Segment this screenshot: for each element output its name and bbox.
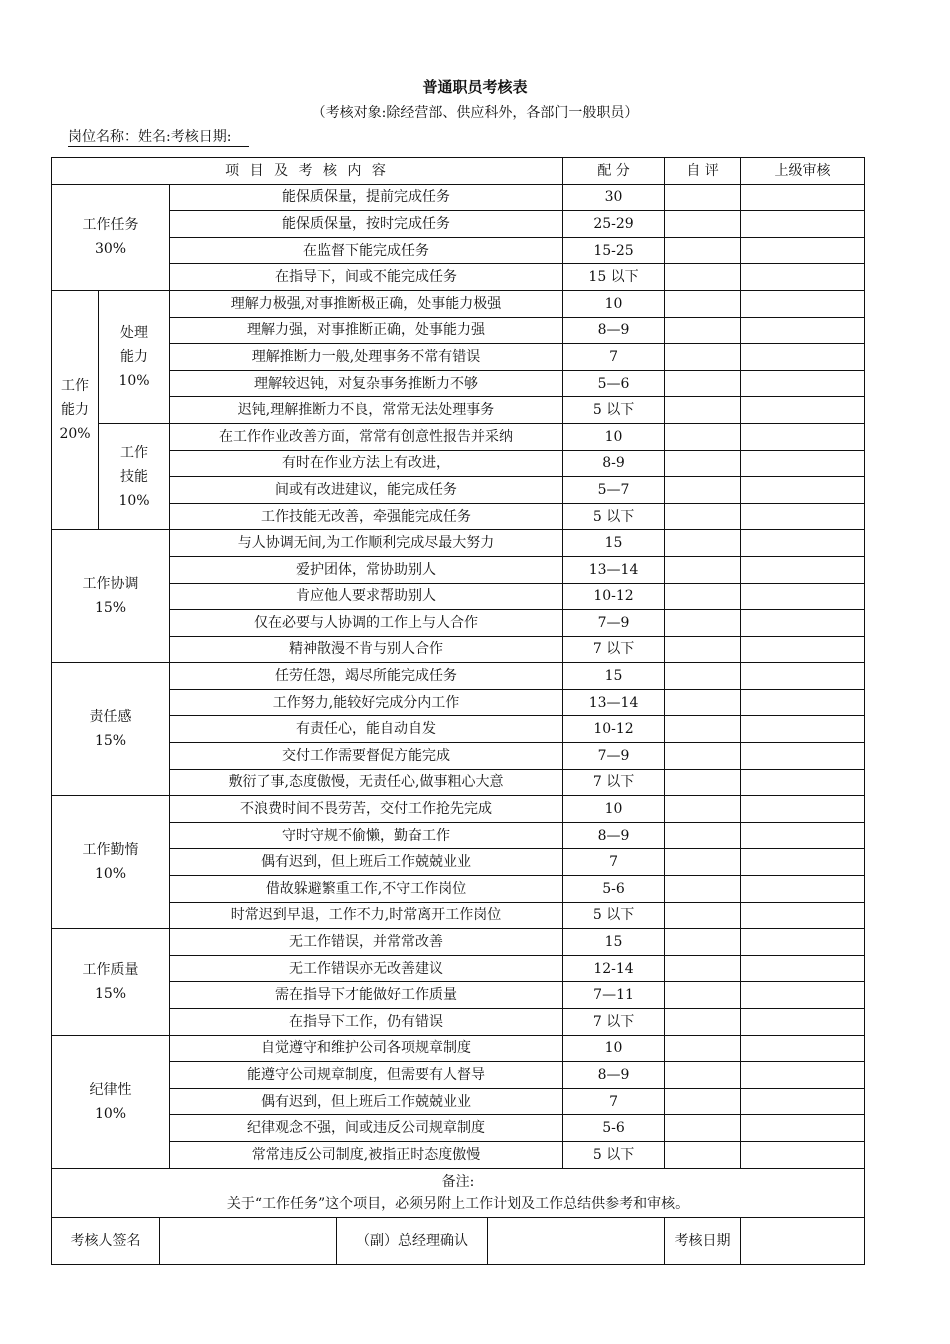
criterion-text: 在监督下能完成任务 [170, 237, 563, 264]
self-eval-cell[interactable] [665, 1115, 741, 1142]
superior-review-cell[interactable] [741, 237, 865, 264]
header-superior-review: 上级审核 [741, 158, 865, 185]
header-score: 配 分 [563, 158, 665, 185]
superior-review-cell[interactable] [741, 290, 865, 317]
criterion-score: 12-14 [563, 955, 665, 982]
self-eval-cell[interactable] [665, 450, 741, 477]
criterion-text: 能保质保量，按时完成任务 [170, 211, 563, 238]
criterion-text: 在指导下，间或不能完成任务 [170, 264, 563, 291]
subcategory-cell: 工作 技能 10% [99, 423, 170, 529]
criterion-score: 5 以下 [563, 503, 665, 530]
criterion-text: 有时在作业方法上有改进， [170, 450, 563, 477]
superior-review-cell[interactable] [741, 450, 865, 477]
criterion-score: 5—6 [563, 370, 665, 397]
superior-review-cell[interactable] [741, 955, 865, 982]
criterion-text: 迟钝,理解推断力不良，常常无法处理事务 [170, 397, 563, 424]
criterion-text: 仅在必要与人协调的工作上与人合作 [170, 610, 563, 637]
criterion-text: 理解较迟钝，对复杂事务推断力不够 [170, 370, 563, 397]
criterion-score: 5 以下 [563, 902, 665, 929]
superior-review-cell[interactable] [741, 1141, 865, 1168]
table-row [52, 344, 865, 371]
table-row [52, 1035, 865, 1062]
self-eval-cell[interactable] [665, 1088, 741, 1115]
self-eval-cell[interactable] [665, 184, 741, 211]
criterion-text: 借故躲避繁重工作,不守工作岗位 [170, 876, 563, 903]
page-subtitle: （考核对象:除经营部、供应科外，各部门一般职员） [311, 105, 639, 121]
superior-review-cell[interactable] [741, 902, 865, 929]
table-row [52, 184, 865, 211]
note-row [52, 1168, 865, 1217]
table-row [52, 636, 865, 663]
criterion-score: 7—11 [563, 982, 665, 1009]
page-title: 普通职员考核表 [422, 78, 528, 96]
criterion-score: 7 [563, 1088, 665, 1115]
superior-review-cell[interactable] [741, 769, 865, 796]
criterion-text: 偶有迟到，但上班后工作兢兢业业 [170, 1088, 563, 1115]
superior-review-cell[interactable] [741, 610, 865, 637]
table-row [52, 1088, 865, 1115]
superior-review-cell[interactable] [741, 477, 865, 504]
criterion-score: 5-6 [563, 1115, 665, 1142]
self-eval-cell[interactable] [665, 344, 741, 371]
assessor-signature-field[interactable] [160, 1217, 337, 1264]
self-eval-cell[interactable] [665, 1141, 741, 1168]
superior-review-cell[interactable] [741, 743, 865, 770]
criterion-text: 精神散漫不肯与别人合作 [170, 636, 563, 663]
superior-review-cell[interactable] [741, 822, 865, 849]
table-row [52, 477, 865, 504]
superior-review-cell[interactable] [741, 211, 865, 238]
superior-review-cell[interactable] [741, 1035, 865, 1062]
table-row [52, 1115, 865, 1142]
self-eval-cell[interactable] [665, 317, 741, 344]
position-name-date-line: 岗位名称：姓名:考核日期: [68, 128, 249, 147]
criterion-text: 爱护团体，常协助别人 [170, 556, 563, 583]
superior-review-cell[interactable] [741, 982, 865, 1009]
criterion-score: 7 以下 [563, 769, 665, 796]
superior-review-cell[interactable] [741, 1062, 865, 1089]
criterion-text: 工作努力,能较好完成分内工作 [170, 689, 563, 716]
manager-confirm-field[interactable] [488, 1217, 665, 1264]
subcategory-cell: 处理 能力 10% [99, 290, 170, 423]
table-row [52, 503, 865, 530]
self-eval-cell[interactable] [665, 902, 741, 929]
self-eval-cell[interactable] [665, 796, 741, 823]
superior-review-cell[interactable] [741, 716, 865, 743]
category-cell: 工作 能力 20% [52, 290, 99, 529]
criterion-text: 理解力极强,对事推断极正确，处事能力极强 [170, 290, 563, 317]
table-row [52, 530, 865, 557]
criterion-text: 交付工作需要督促方能完成 [170, 743, 563, 770]
criterion-text: 不浪费时间不畏劳苦，交付工作抢先完成 [170, 796, 563, 823]
self-eval-cell[interactable] [665, 982, 741, 1009]
signature-row [52, 1217, 865, 1264]
table-row [52, 370, 865, 397]
self-eval-cell[interactable] [665, 237, 741, 264]
self-eval-cell[interactable] [665, 290, 741, 317]
criterion-score: 8—9 [563, 1062, 665, 1089]
self-eval-cell[interactable] [665, 689, 741, 716]
criterion-text: 自觉遵守和维护公司各项规章制度 [170, 1035, 563, 1062]
criterion-text: 守时守规不偷懒，勤奋工作 [170, 822, 563, 849]
criterion-score: 7 以下 [563, 636, 665, 663]
criterion-text: 间或有改进建议，能完成任务 [170, 477, 563, 504]
superior-review-cell[interactable] [741, 929, 865, 956]
criterion-score: 30 [563, 184, 665, 211]
criterion-score: 10 [563, 796, 665, 823]
manager-confirm-label: （副）总经理确认 [337, 1217, 488, 1264]
table-row [52, 1141, 865, 1168]
superior-review-cell[interactable] [741, 423, 865, 450]
assessment-table [51, 157, 865, 1265]
criterion-text: 能遵守公司规章制度，但需要有人督导 [170, 1062, 563, 1089]
category-cell: 工作勤惰 10% [52, 796, 170, 929]
self-eval-cell[interactable] [665, 716, 741, 743]
table-row [52, 822, 865, 849]
superior-review-cell[interactable] [741, 663, 865, 690]
self-eval-cell[interactable] [665, 663, 741, 690]
criterion-text: 敷衍了事,态度傲慢，无责任心,做事粗心大意 [170, 769, 563, 796]
header-self-eval: 自 评 [665, 158, 741, 185]
criterion-score: 15 [563, 929, 665, 956]
criterion-score: 5—7 [563, 477, 665, 504]
self-eval-cell[interactable] [665, 876, 741, 903]
category-cell: 工作任务 30% [52, 184, 170, 290]
table-row [52, 689, 865, 716]
superior-review-cell[interactable] [741, 689, 865, 716]
superior-review-cell[interactable] [741, 849, 865, 876]
superior-review-cell[interactable] [741, 344, 865, 371]
assessment-date-field[interactable] [741, 1217, 865, 1264]
criterion-text: 任劳任怨，竭尽所能完成任务 [170, 663, 563, 690]
criterion-text: 在指导下工作，仍有错误 [170, 1009, 563, 1036]
table-row [52, 716, 865, 743]
self-eval-cell[interactable] [665, 397, 741, 424]
criterion-score: 25-29 [563, 211, 665, 238]
criterion-score: 8—9 [563, 317, 665, 344]
superior-review-cell[interactable] [741, 370, 865, 397]
category-cell: 工作质量 15% [52, 929, 170, 1035]
criterion-score: 7 以下 [563, 1009, 665, 1036]
superior-review-cell[interactable] [741, 796, 865, 823]
table-row [52, 450, 865, 477]
superior-review-cell[interactable] [741, 317, 865, 344]
category-cell: 工作协调 15% [52, 530, 170, 663]
self-eval-cell[interactable] [665, 556, 741, 583]
criterion-score: 7—9 [563, 610, 665, 637]
self-eval-cell[interactable] [665, 1035, 741, 1062]
superior-review-cell[interactable] [741, 530, 865, 557]
self-eval-cell[interactable] [665, 955, 741, 982]
table-row [52, 423, 865, 450]
table-row [52, 663, 865, 690]
table-row [52, 929, 865, 956]
self-eval-cell[interactable] [665, 929, 741, 956]
table-row [52, 610, 865, 637]
table-row [52, 583, 865, 610]
table-row [52, 556, 865, 583]
table-row [52, 743, 865, 770]
table-row [52, 264, 865, 291]
self-eval-cell[interactable] [665, 636, 741, 663]
criterion-score: 15-25 [563, 237, 665, 264]
criterion-score: 10 [563, 290, 665, 317]
criterion-score: 10 [563, 1035, 665, 1062]
criterion-text: 在工作作业改善方面，常常有创意性报告并采纳 [170, 423, 563, 450]
table-row [52, 955, 865, 982]
superior-review-cell[interactable] [741, 264, 865, 291]
criterion-score: 7 [563, 849, 665, 876]
self-eval-cell[interactable] [665, 822, 741, 849]
table-row [52, 397, 865, 424]
criterion-score: 5 以下 [563, 1141, 665, 1168]
table-row [52, 876, 865, 903]
criterion-text: 有责任心，能自动自发 [170, 716, 563, 743]
self-eval-cell[interactable] [665, 530, 741, 557]
self-eval-cell[interactable] [665, 583, 741, 610]
self-eval-cell[interactable] [665, 743, 741, 770]
self-eval-cell[interactable] [665, 1062, 741, 1089]
criterion-text: 肯应他人要求帮助别人 [170, 583, 563, 610]
table-header-row [52, 158, 865, 185]
self-eval-cell[interactable] [665, 211, 741, 238]
criterion-text: 与人协调无间,为工作顺利完成尽最大努力 [170, 530, 563, 557]
criterion-text: 能保质保量，提前完成任务 [170, 184, 563, 211]
superior-review-cell[interactable] [741, 876, 865, 903]
criterion-score: 10-12 [563, 583, 665, 610]
self-eval-cell[interactable] [665, 849, 741, 876]
category-cell: 纪律性 10% [52, 1035, 170, 1168]
table-row [52, 902, 865, 929]
superior-review-cell[interactable] [741, 1115, 865, 1142]
criterion-score: 8—9 [563, 822, 665, 849]
assessment-table-body [52, 158, 865, 1265]
criterion-score: 8-9 [563, 450, 665, 477]
criterion-text: 常常违反公司制度,被指正时态度傲慢 [170, 1141, 563, 1168]
criterion-score: 15 [563, 530, 665, 557]
self-eval-cell[interactable] [665, 503, 741, 530]
criterion-score: 13—14 [563, 556, 665, 583]
assessment-date-label: 考核日期 [665, 1217, 741, 1264]
superior-review-cell[interactable] [741, 583, 865, 610]
header-content: 项 目 及 考 核 内 容 [52, 158, 563, 185]
criterion-score: 13—14 [563, 689, 665, 716]
superior-review-cell[interactable] [741, 1009, 865, 1036]
criterion-text: 理解推断力一般,处理事务不常有错误 [170, 344, 563, 371]
criterion-score: 10 [563, 423, 665, 450]
criterion-score: 15 以下 [563, 264, 665, 291]
criterion-text: 理解力强，对事推断正确，处事能力强 [170, 317, 563, 344]
assessor-signature-label: 考核人签名 [52, 1217, 160, 1264]
criterion-text: 偶有迟到，但上班后工作兢兢业业 [170, 849, 563, 876]
self-eval-cell[interactable] [665, 610, 741, 637]
self-eval-cell[interactable] [665, 769, 741, 796]
self-eval-cell[interactable] [665, 370, 741, 397]
table-row [52, 317, 865, 344]
criterion-score: 5 以下 [563, 397, 665, 424]
self-eval-cell[interactable] [665, 477, 741, 504]
criterion-text: 无工作错误，并常常改善 [170, 929, 563, 956]
table-row [52, 290, 865, 317]
table-row [52, 1009, 865, 1036]
table-row [52, 211, 865, 238]
criterion-score: 7—9 [563, 743, 665, 770]
table-row [52, 769, 865, 796]
table-row [52, 849, 865, 876]
criterion-text: 纪律观念不强，间或违反公司规章制度 [170, 1115, 563, 1142]
superior-review-cell[interactable] [741, 556, 865, 583]
criterion-text: 需在指导下才能做好工作质量 [170, 982, 563, 1009]
criterion-text: 时常迟到早退，工作不力,时常离开工作岗位 [170, 902, 563, 929]
self-eval-cell[interactable] [665, 264, 741, 291]
criterion-score: 10-12 [563, 716, 665, 743]
criterion-text: 无工作错误亦无改善建议 [170, 955, 563, 982]
superior-review-cell[interactable] [741, 1088, 865, 1115]
self-eval-cell[interactable] [665, 423, 741, 450]
table-row [52, 1062, 865, 1089]
table-row [52, 237, 865, 264]
note-cell: 备注: 关于“工作任务”这个项目，必须另附上工作计划及工作总结供参考和审核。 [52, 1168, 865, 1217]
superior-review-cell[interactable] [741, 636, 865, 663]
criterion-score: 5-6 [563, 876, 665, 903]
category-cell: 责任感 15% [52, 663, 170, 796]
criterion-score: 15 [563, 663, 665, 690]
criterion-text: 工作技能无改善，牵强能完成任务 [170, 503, 563, 530]
superior-review-cell[interactable] [741, 503, 865, 530]
table-row [52, 982, 865, 1009]
superior-review-cell[interactable] [741, 184, 865, 211]
criterion-score: 7 [563, 344, 665, 371]
table-row [52, 796, 865, 823]
superior-review-cell[interactable] [741, 397, 865, 424]
self-eval-cell[interactable] [665, 1009, 741, 1036]
